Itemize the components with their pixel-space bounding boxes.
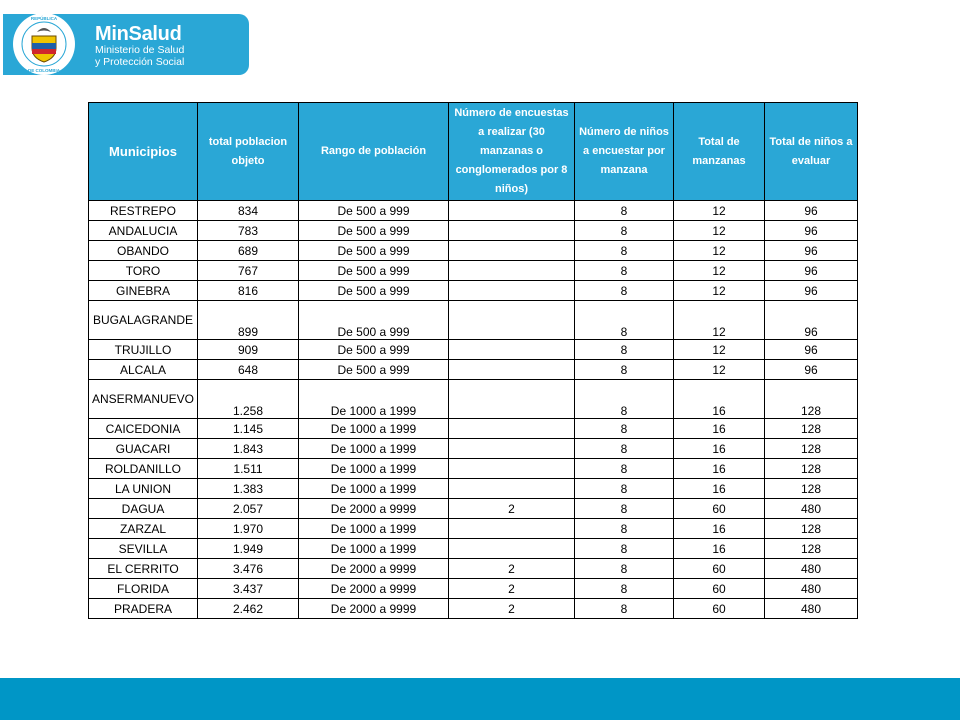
cell-municipio: FLORIDA bbox=[89, 579, 198, 599]
header-municipios: Municipios bbox=[89, 103, 198, 201]
cell-encuestas bbox=[449, 221, 575, 241]
cell-total-ninos: 96 bbox=[765, 360, 858, 380]
header-total-manzanas: Total de manzanas bbox=[674, 103, 765, 201]
cell-total-ninos: 96 bbox=[765, 201, 858, 221]
brand-text bbox=[95, 24, 184, 68]
cell-manzanas: 16 bbox=[674, 519, 765, 539]
table-row bbox=[89, 499, 858, 519]
cell-ninos-manzana: 8 bbox=[575, 201, 674, 221]
cell-poblacion: 689 bbox=[198, 241, 299, 261]
table-row bbox=[89, 579, 858, 599]
cell-poblacion: 3.437 bbox=[198, 579, 299, 599]
cell-manzanas: 12 bbox=[674, 261, 765, 281]
cell-encuestas bbox=[449, 459, 575, 479]
cell-rango: De 1000 a 1999 bbox=[299, 380, 449, 419]
table-row bbox=[89, 340, 858, 360]
cell-total-ninos: 96 bbox=[765, 301, 858, 340]
cell-poblacion: 909 bbox=[198, 340, 299, 360]
header-numero-encuestas: Número de encuestas a realizar (30 manzanas o conglomerados por 8 niños) bbox=[449, 103, 575, 201]
table-row bbox=[89, 599, 858, 619]
cell-municipio: OBANDO bbox=[89, 241, 198, 261]
cell-poblacion: 1.970 bbox=[198, 519, 299, 539]
cell-rango: De 1000 a 1999 bbox=[299, 519, 449, 539]
cell-municipio: ANSERMANUEVO bbox=[89, 380, 198, 419]
cell-municipio: PRADERA bbox=[89, 599, 198, 619]
cell-poblacion: 2.057 bbox=[198, 499, 299, 519]
cell-ninos-manzana: 8 bbox=[575, 380, 674, 419]
header-total-ninos: Total de niños a evaluar bbox=[765, 103, 858, 201]
cell-ninos-manzana: 8 bbox=[575, 241, 674, 261]
header-total-poblacion: total poblacion objeto bbox=[198, 103, 299, 201]
cell-encuestas bbox=[449, 439, 575, 459]
cell-rango: De 1000 a 1999 bbox=[299, 459, 449, 479]
cell-poblacion: 2.462 bbox=[198, 599, 299, 619]
cell-municipio: ALCALA bbox=[89, 360, 198, 380]
cell-ninos-manzana: 8 bbox=[575, 261, 674, 281]
cell-poblacion: 1.843 bbox=[198, 439, 299, 459]
municipios-table bbox=[88, 102, 858, 619]
table-row bbox=[89, 301, 858, 340]
cell-total-ninos: 480 bbox=[765, 599, 858, 619]
cell-poblacion: 1.383 bbox=[198, 479, 299, 499]
cell-manzanas: 12 bbox=[674, 281, 765, 301]
cell-municipio: ROLDANILLO bbox=[89, 459, 198, 479]
cell-manzanas: 12 bbox=[674, 201, 765, 221]
table-row bbox=[89, 241, 858, 261]
cell-manzanas: 16 bbox=[674, 419, 765, 439]
cell-rango: De 500 a 999 bbox=[299, 201, 449, 221]
cell-ninos-manzana: 8 bbox=[575, 479, 674, 499]
cell-rango: De 500 a 999 bbox=[299, 360, 449, 380]
table-row bbox=[89, 459, 858, 479]
cell-ninos-manzana: 8 bbox=[575, 301, 674, 340]
cell-total-ninos: 480 bbox=[765, 579, 858, 599]
cell-encuestas bbox=[449, 360, 575, 380]
cell-encuestas bbox=[449, 241, 575, 261]
cell-rango: De 500 a 999 bbox=[299, 261, 449, 281]
cell-manzanas: 12 bbox=[674, 301, 765, 340]
cell-poblacion: 783 bbox=[198, 221, 299, 241]
table-row bbox=[89, 261, 858, 281]
svg-text:REPÚBLICA: REPÚBLICA bbox=[30, 16, 58, 21]
cell-manzanas: 60 bbox=[674, 559, 765, 579]
cell-municipio: TRUJILLO bbox=[89, 340, 198, 360]
cell-rango: De 1000 a 1999 bbox=[299, 419, 449, 439]
cell-ninos-manzana: 8 bbox=[575, 360, 674, 380]
colombia-seal-icon bbox=[10, 14, 78, 75]
cell-ninos-manzana: 8 bbox=[575, 539, 674, 559]
cell-municipio: CAICEDONIA bbox=[89, 419, 198, 439]
table-row bbox=[89, 419, 858, 439]
cell-rango: De 2000 a 9999 bbox=[299, 599, 449, 619]
cell-total-ninos: 96 bbox=[765, 261, 858, 281]
table-row bbox=[89, 201, 858, 221]
cell-ninos-manzana: 8 bbox=[575, 439, 674, 459]
cell-municipio: ZARZAL bbox=[89, 519, 198, 539]
cell-total-ninos: 96 bbox=[765, 281, 858, 301]
cell-total-ninos: 128 bbox=[765, 439, 858, 459]
cell-manzanas: 60 bbox=[674, 579, 765, 599]
cell-encuestas bbox=[449, 301, 575, 340]
cell-encuestas bbox=[449, 539, 575, 559]
table-row bbox=[89, 539, 858, 559]
cell-ninos-manzana: 8 bbox=[575, 499, 674, 519]
cell-encuestas bbox=[449, 519, 575, 539]
cell-poblacion: 767 bbox=[198, 261, 299, 281]
cell-encuestas bbox=[449, 261, 575, 281]
cell-manzanas: 60 bbox=[674, 599, 765, 619]
footer-bar bbox=[0, 678, 960, 720]
table-header-row bbox=[89, 103, 858, 201]
cell-poblacion: 1.145 bbox=[198, 419, 299, 439]
cell-poblacion: 1.258 bbox=[198, 380, 299, 419]
brand-line-2: y Protección Social bbox=[95, 56, 185, 68]
cell-total-ninos: 128 bbox=[765, 479, 858, 499]
cell-municipio: SEVILLA bbox=[89, 539, 198, 559]
cell-municipio: RESTREPO bbox=[89, 201, 198, 221]
header-ninos-por-manzana: Número de niños a encuestar por manzana bbox=[575, 103, 674, 201]
table-row bbox=[89, 281, 858, 301]
cell-encuestas bbox=[449, 340, 575, 360]
cell-ninos-manzana: 8 bbox=[575, 419, 674, 439]
cell-rango: De 1000 a 1999 bbox=[299, 479, 449, 499]
table-row bbox=[89, 559, 858, 579]
cell-total-ninos: 128 bbox=[765, 459, 858, 479]
cell-encuestas: 2 bbox=[449, 599, 575, 619]
cell-rango: De 500 a 999 bbox=[299, 281, 449, 301]
cell-municipio: LA UNION bbox=[89, 479, 198, 499]
cell-encuestas: 2 bbox=[449, 499, 575, 519]
cell-rango: De 500 a 999 bbox=[299, 241, 449, 261]
cell-manzanas: 12 bbox=[674, 221, 765, 241]
cell-encuestas bbox=[449, 281, 575, 301]
cell-manzanas: 60 bbox=[674, 499, 765, 519]
cell-total-ninos: 128 bbox=[765, 419, 858, 439]
cell-municipio: EL CERRITO bbox=[89, 559, 198, 579]
cell-manzanas: 16 bbox=[674, 539, 765, 559]
cell-municipio: DAGUA bbox=[89, 499, 198, 519]
minsalud-logo bbox=[3, 14, 249, 75]
table-row bbox=[89, 360, 858, 380]
cell-encuestas bbox=[449, 419, 575, 439]
cell-encuestas: 2 bbox=[449, 579, 575, 599]
cell-total-ninos: 480 bbox=[765, 559, 858, 579]
cell-municipio: BUGALAGRANDE bbox=[89, 301, 198, 340]
cell-rango: De 2000 a 9999 bbox=[299, 559, 449, 579]
header-rango-poblacion: Rango de población bbox=[299, 103, 449, 201]
cell-rango: De 500 a 999 bbox=[299, 221, 449, 241]
cell-total-ninos: 96 bbox=[765, 340, 858, 360]
cell-manzanas: 12 bbox=[674, 340, 765, 360]
cell-poblacion: 1.511 bbox=[198, 459, 299, 479]
cell-manzanas: 12 bbox=[674, 360, 765, 380]
cell-municipio: ANDALUCIA bbox=[89, 221, 198, 241]
cell-total-ninos: 96 bbox=[765, 241, 858, 261]
cell-total-ninos: 128 bbox=[765, 539, 858, 559]
brand-line-1: Ministerio de Salud bbox=[95, 44, 185, 56]
cell-total-ninos: 96 bbox=[765, 221, 858, 241]
cell-poblacion: 3.476 bbox=[198, 559, 299, 579]
cell-poblacion: 648 bbox=[198, 360, 299, 380]
cell-ninos-manzana: 8 bbox=[575, 221, 674, 241]
cell-encuestas: 2 bbox=[449, 559, 575, 579]
cell-rango: De 1000 a 1999 bbox=[299, 539, 449, 559]
cell-poblacion: 899 bbox=[198, 301, 299, 340]
cell-manzanas: 16 bbox=[674, 459, 765, 479]
table-row bbox=[89, 519, 858, 539]
svg-text:DE COLOMBIA: DE COLOMBIA bbox=[28, 68, 60, 73]
cell-ninos-manzana: 8 bbox=[575, 579, 674, 599]
cell-rango: De 500 a 999 bbox=[299, 340, 449, 360]
table-row bbox=[89, 221, 858, 241]
cell-rango: De 2000 a 9999 bbox=[299, 499, 449, 519]
cell-total-ninos: 128 bbox=[765, 380, 858, 419]
cell-manzanas: 16 bbox=[674, 439, 765, 459]
cell-ninos-manzana: 8 bbox=[575, 599, 674, 619]
cell-rango: De 2000 a 9999 bbox=[299, 579, 449, 599]
cell-ninos-manzana: 8 bbox=[575, 459, 674, 479]
table-row bbox=[89, 479, 858, 499]
cell-ninos-manzana: 8 bbox=[575, 340, 674, 360]
cell-ninos-manzana: 8 bbox=[575, 519, 674, 539]
cell-poblacion: 816 bbox=[198, 281, 299, 301]
cell-manzanas: 16 bbox=[674, 479, 765, 499]
cell-municipio: GUACARI bbox=[89, 439, 198, 459]
cell-encuestas bbox=[449, 380, 575, 419]
cell-poblacion: 834 bbox=[198, 201, 299, 221]
cell-manzanas: 12 bbox=[674, 241, 765, 261]
cell-manzanas: 16 bbox=[674, 380, 765, 419]
cell-rango: De 500 a 999 bbox=[299, 301, 449, 340]
cell-encuestas bbox=[449, 201, 575, 221]
cell-ninos-manzana: 8 bbox=[575, 281, 674, 301]
cell-total-ninos: 128 bbox=[765, 519, 858, 539]
cell-municipio: TORO bbox=[89, 261, 198, 281]
cell-encuestas bbox=[449, 479, 575, 499]
cell-poblacion: 1.949 bbox=[198, 539, 299, 559]
brand-name: MinSalud bbox=[95, 23, 182, 45]
cell-rango: De 1000 a 1999 bbox=[299, 439, 449, 459]
cell-total-ninos: 480 bbox=[765, 499, 858, 519]
table-row bbox=[89, 380, 858, 419]
cell-municipio: GINEBRA bbox=[89, 281, 198, 301]
table-row bbox=[89, 439, 858, 459]
cell-ninos-manzana: 8 bbox=[575, 559, 674, 579]
